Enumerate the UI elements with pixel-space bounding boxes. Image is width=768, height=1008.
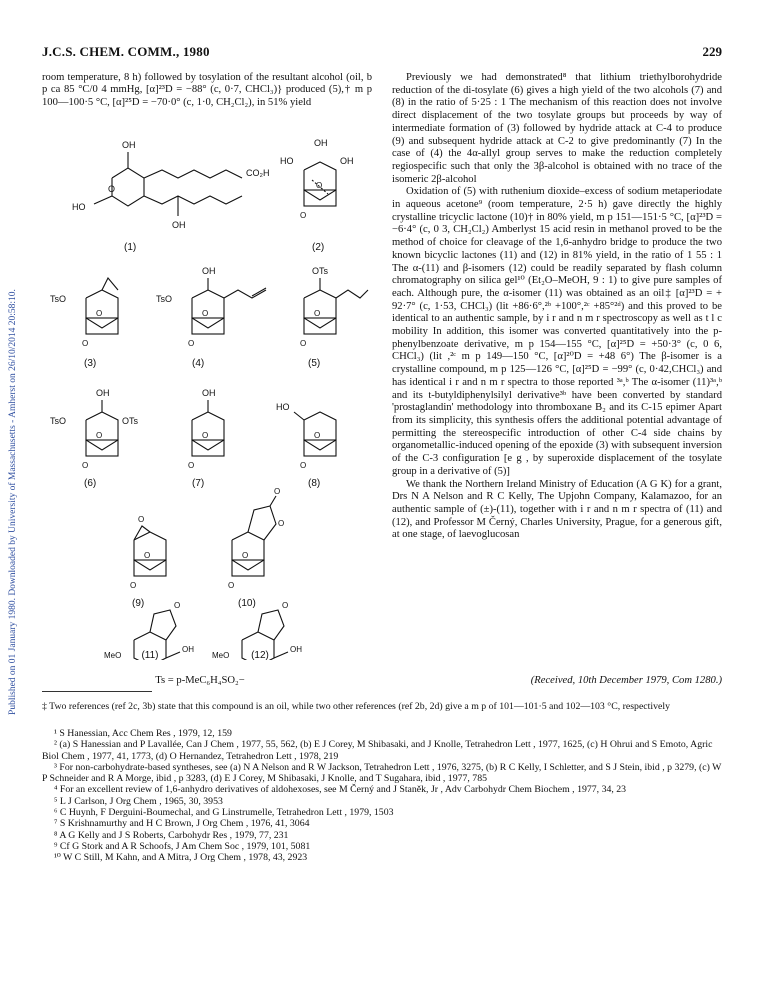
- label-8: (8): [308, 478, 321, 489]
- label-1: (1): [124, 242, 137, 253]
- page-header: [42, 44, 722, 62]
- s12-meo: MeO: [212, 651, 230, 660]
- s10-o: O: [242, 551, 249, 560]
- s10-lactone-o: O: [278, 519, 285, 528]
- left-column: [42, 72, 372, 109]
- s4-tso: TsO: [156, 294, 173, 304]
- references: [42, 728, 722, 864]
- reference-item: ⁵ L J Carlson, J Org Chem , 1965, 30, 3953: [54, 795, 223, 807]
- right-column: [392, 72, 722, 542]
- label-7: (7): [192, 478, 205, 489]
- received-date: (Received, 10th December 1979, Com 1280.): [530, 675, 722, 686]
- reference-item: ² (a) S Hanessian and P Lavallée, Can J Chem , 1977, 55, 562, (b) E J Corey, M Shibasaki, and J Knolle, Tetrahedron Lett , 1977, 1625, (c) H Ohrui and S Emoto, Agric Biol Chem , 1977, 41, 1773, (d) O Hernandez, Tetrahedron Lett , 1978, 219: [42, 739, 713, 762]
- s8-ho: HO: [276, 402, 290, 412]
- s9-epoxide-o: O: [138, 515, 145, 524]
- s1-oh-top: OH: [122, 140, 136, 150]
- s3-o: O: [96, 309, 103, 318]
- s6-oh: OH: [96, 388, 110, 398]
- s6-tso: TsO: [50, 416, 67, 426]
- footnote-divider: [42, 691, 152, 692]
- s4-o-bottom: O: [188, 339, 195, 348]
- s6-o: O: [96, 431, 103, 440]
- s7-o-bottom: O: [188, 461, 195, 470]
- s1-ho: HO: [72, 202, 86, 212]
- s1-oh-bottom: OH: [172, 220, 186, 230]
- structure-8: [276, 402, 336, 470]
- journal-title: J.C.S. CHEM. COMM., 1980: [42, 44, 210, 59]
- reference-item: ⁸ A G Kelly and J S Roberts, Carbohydr Res , 1979, 77, 231: [54, 829, 289, 841]
- s1-o-ring: O: [108, 184, 116, 194]
- paragraph-mechanism: Previously we had demonstrated⁸ that lithium triethylborohydride reduction of the di-tosylate (6) gives a high yield of the two alcohols (7) and (8) in the ratio of 5·25 : 1 The mechanism of this reaction does not involve direct displacement of the two tosylate groups but proceeds by way of intermediate formation of (3) followed by hydride attack at C-4 to produce (9) and subsequent hydride attack at C-2 to give predominantly (7) In the case of (4) the 4α-allyl group serves to make the reduction completely regiospecific such that only the 3β-alcohol is obtained with no trace of the isomeric 2β-alcohol: [392, 72, 722, 185]
- structure-3: [50, 278, 118, 348]
- s6-ots: OTs: [122, 416, 139, 426]
- left-intro-paragraph: room temperature, 8 h) followed by tosylation of the resultant alcohol (oil, b p ca 85 °C/0 4 mmHg, [α]²³D = −88° (c, 0·7, CHCl₃)} produced (5),† m p 100—100·5 °C, [α]²⁵D = −70·0° (c, 1·0, CH₂Cl₂), in 51% yield: [42, 72, 372, 108]
- s2-ho: HO: [280, 156, 294, 166]
- s11-meo: MeO: [104, 651, 122, 660]
- structure-4: [156, 266, 266, 348]
- s5-ots: OTs: [312, 266, 329, 276]
- s10-carbonyl-o: O: [274, 487, 281, 496]
- label-6: (6): [84, 478, 97, 489]
- s1-co2h: CO₂H: [246, 168, 270, 178]
- s4-o: O: [202, 309, 209, 318]
- s12-oh: OH: [290, 645, 302, 654]
- s8-o: O: [314, 431, 321, 440]
- reference-item: ⁶ C Huynh, F Derguini-Boumechal, and G Linstrumelle, Tetrahedron Lett , 1979, 1503: [54, 807, 394, 819]
- structure-1: [72, 140, 270, 230]
- structure-9: [130, 515, 166, 590]
- reference-item: ⁷ S Krishnamurthy and H C Brown, J Org Chem , 1976, 41, 3064: [54, 818, 310, 830]
- s3-o-bottom: O: [82, 339, 89, 348]
- label-10: (10): [238, 598, 256, 609]
- s12-carbonyl-o: O: [282, 601, 289, 610]
- structure-6: [50, 388, 139, 470]
- s10-o-bottom: O: [228, 581, 235, 590]
- reference-item: ¹⁰ W C Still, M Kahn, and A Mitra, J Org Chem , 1978, 43, 2923: [54, 852, 308, 864]
- label-2: (2): [312, 242, 325, 253]
- structure-10: [228, 487, 284, 590]
- s7-oh: OH: [202, 388, 216, 398]
- structure-5: [300, 266, 368, 348]
- s11-oh: OH: [182, 645, 194, 654]
- label-11: (11): [141, 650, 159, 661]
- s8-o-bottom: O: [300, 461, 307, 470]
- structures-svg: [42, 130, 372, 660]
- s4-oh: OH: [202, 266, 216, 276]
- s5-o-bottom: O: [300, 339, 307, 348]
- label-4: (4): [192, 358, 205, 369]
- s2-oh-top: OH: [314, 138, 328, 148]
- s5-o: O: [314, 309, 321, 318]
- structure-7: [188, 388, 224, 470]
- download-watermark-text: Published on 01 January 1980. Downloaded by University of Massachusetts - Amherst on 26/10/2014 20:58:10.: [8, 289, 18, 715]
- page-number: 229: [702, 44, 722, 59]
- label-5: (5): [308, 358, 321, 369]
- chemical-structures: [42, 130, 372, 660]
- reference-item: ⁹ Cf G Stork and A R Schoofs, J Am Chem Soc , 1979, 101, 5081: [54, 840, 311, 852]
- s9-o: O: [144, 551, 151, 560]
- label-9: (9): [132, 598, 145, 609]
- footnote: ‡ Two references (ref 2c, 3b) state that this compound is an oil, while two other references (ref 2b, 2d) give a m p of 101—101·5 and 102—103 °C, respectively: [42, 701, 670, 712]
- paragraph-acknowledgements: We thank the Northern Ireland Ministry of Education (A G K) for a grant, Drs N A Nelson and R C Kelly, The Upjohn Company, Kalamazoo, for an authentic sample of (±)-(11), together with i r and n m r spectra of (11) and (12), and Professor M Černý, Charles University, Prague, for a generous gift, at one stage, of laevoglucosan: [392, 478, 722, 541]
- s11-carbonyl-o: O: [174, 601, 181, 610]
- label-12: (12): [251, 650, 269, 661]
- paragraph-oxidation: Oxidation of (5) with ruthenium dioxide–excess of sodium metaperiodate in aqueous acetone⁹ (room temperature, 2·5 h) gave directly the highly crystalline tricyclic lactone (10)† in 80% yield, m p 151—151·5 °C, [α]²³D = −6·4° (c, 0 3, CH₂Cl₂) Amberlyst 15 acid resin in methanol proved to be the method of choice for cleavage of the 1,6-anhydro bridge to produce the two known bicyclic lactones (11) and (12) in 81% yield, in the ratio of 1 55 : 1 The α-(11) and β-isomers (12) could be readily separated by flash column chromatography on silica gel¹⁰ (Et₂O–MeOH, 9 : 1) to give pure samples of each. Although pure, the α-isomer (11) was obtained as an oil‡ [α]²³D = + 92·7° (c, 1·53, CHCl₃) (lit +86·6°,²ᵇ +100°,²ᶜ +85°²ᵈ) and this proved to be identical to an authentic sample, by i r and n m r spectroscopy as well as t l c mobility In addition, this isomer was converted quantitatively into the p-phenylbenzoate derivative, m p 154—155 °C, [α]²⁵D = +50·3° (c, 0 6, CHCl₃) (lit ,²ᶜ m p 149—150 °C, [α]²⁰D = +48 6°) The β-isomer is a crystalline compound, m p 125—126 °C, [α]²⁵D = −99° (c, 0·42,CHCl₃) and has identical i r and n m r spectra to those reported ³ᵃ,ᵇ The α-isomer (11)³ᵃ,ᵇ and its t-butyldiphenylsilyl derivative³ᵇ have been converted by standard 'prostaglandin' methodology into thromboxane B₂ and its C-15 epimer Apart from its simplicity, this synthesis offers the additional potential advantage of permitting the stereospecific introduction of other C-4 side chains by organometallic-induced opening of the epoxide (3) with subsequent inversion of the C-3 configuration [e g , by superoxide displacement of the tosylate group in a derivative of (5)]: [392, 186, 722, 477]
- s6-o-bottom: O: [82, 461, 89, 470]
- tosyl-definition: Ts = p-MeC₆H₄SO₂−: [155, 675, 245, 686]
- label-3: (3): [84, 358, 97, 369]
- s7-o: O: [202, 431, 209, 440]
- structure-2: [280, 138, 354, 220]
- s2-oh-right: OH: [340, 156, 354, 166]
- download-watermark: [0, 0, 26, 1008]
- reference-item: ⁴ For an excellent review of 1,6-anhydro derivatives of aldohexoses, see M Černý and J Staněk, Jr , Adv Carbohydr Chem Biochem , 1977, 34, 23: [54, 784, 627, 796]
- reference-item: ¹ S Hanessian, Acc Chem Res , 1979, 12, 159: [54, 728, 232, 739]
- s3-tso: TsO: [50, 294, 67, 304]
- s9-o-bottom: O: [130, 581, 137, 590]
- reference-item: ³ For non-carbohydrate-based syntheses, see (a) N A Nelson and R W Jackson, Tetrahedron Lett , 1976, 3275, (b) R C Kelly, I Schletter, and S J Stein, ibid , p 3279, (c) W P Schneider and R A Morge, ibid , p 3283, (d) E J Corey, M Shibasaki, J Knolle, and T Sugahara, ibid , 1977, 785: [42, 761, 722, 785]
- s2-o-bottom: O: [300, 211, 307, 220]
- s2-o: O: [316, 181, 323, 190]
